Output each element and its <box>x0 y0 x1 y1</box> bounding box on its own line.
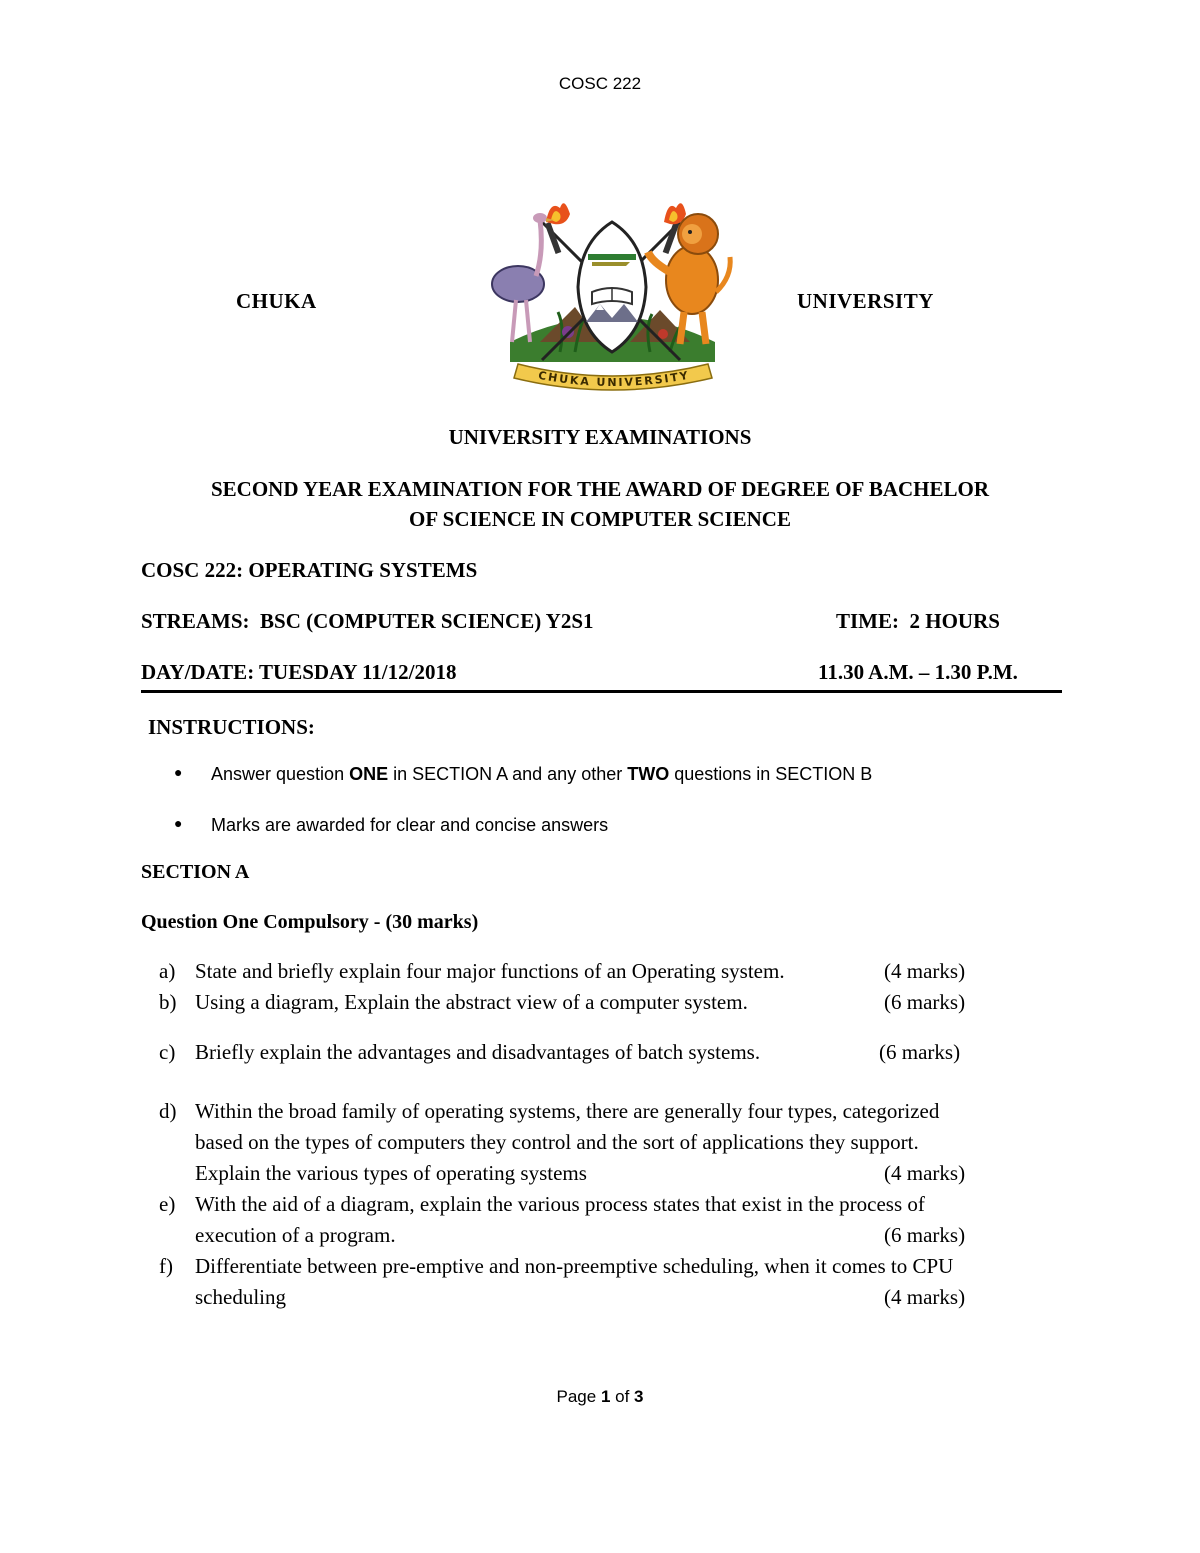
bullet-icon: ● <box>174 815 183 831</box>
page-total: 3 <box>634 1387 644 1406</box>
university-name-right: UNIVERSITY <box>797 289 934 313</box>
marks: (6 marks) <box>884 1223 966 1247</box>
course-title: COSC 222: OPERATING SYSTEMS <box>141 558 478 582</box>
time-duration: TIME: 2 HOURS <box>836 609 1000 633</box>
question-heading: Question One Compulsory - (30 marks) <box>141 911 479 933</box>
degree-title-line1: SECOND YEAR EXAMINATION FOR THE AWARD OF DEGREE OF BACHELOR <box>210 477 990 501</box>
marks: (6 marks) <box>879 1040 961 1064</box>
streams: STREAMS: BSC (COMPUTER SCIENCE) Y2S1 <box>141 609 594 633</box>
marks: (6 marks) <box>884 990 966 1014</box>
bullet-icon: ● <box>174 764 183 780</box>
day-date: DAY/DATE: TUESDAY 11/12/2018 <box>141 660 457 684</box>
running-header: COSC 222 <box>558 74 642 93</box>
instructions-heading: INSTRUCTIONS: <box>148 715 315 739</box>
marks: (4 marks) <box>884 959 966 983</box>
page-number: 1 <box>600 1387 611 1406</box>
instruction-item: ● Answer question ONE in SECTION A and any other TWO questions in SECTION B <box>174 764 873 784</box>
section-title: SECTION A <box>141 861 250 883</box>
crest-lion <box>666 246 718 314</box>
university-name-left: CHUKA <box>236 289 317 313</box>
time-range: 11.30 A.M. – 1.30 P.M. <box>818 660 1018 684</box>
exam-title: UNIVERSITY EXAMINATIONS <box>448 425 752 449</box>
university-crest-logo <box>480 192 745 397</box>
degree-title-line2: OF SCIENCE IN COMPUTER SCIENCE <box>409 507 791 531</box>
instruction-item: ● Marks are awarded for clear and concise answers <box>174 815 609 835</box>
header-divider <box>141 690 1062 693</box>
marks: (4 marks) <box>884 1161 966 1185</box>
marks: (4 marks) <box>884 1285 966 1309</box>
page-footer: Page 1 of 3 <box>556 1387 644 1406</box>
crest-ribbon-text: CHUKA UNIVERSITY <box>537 368 691 390</box>
